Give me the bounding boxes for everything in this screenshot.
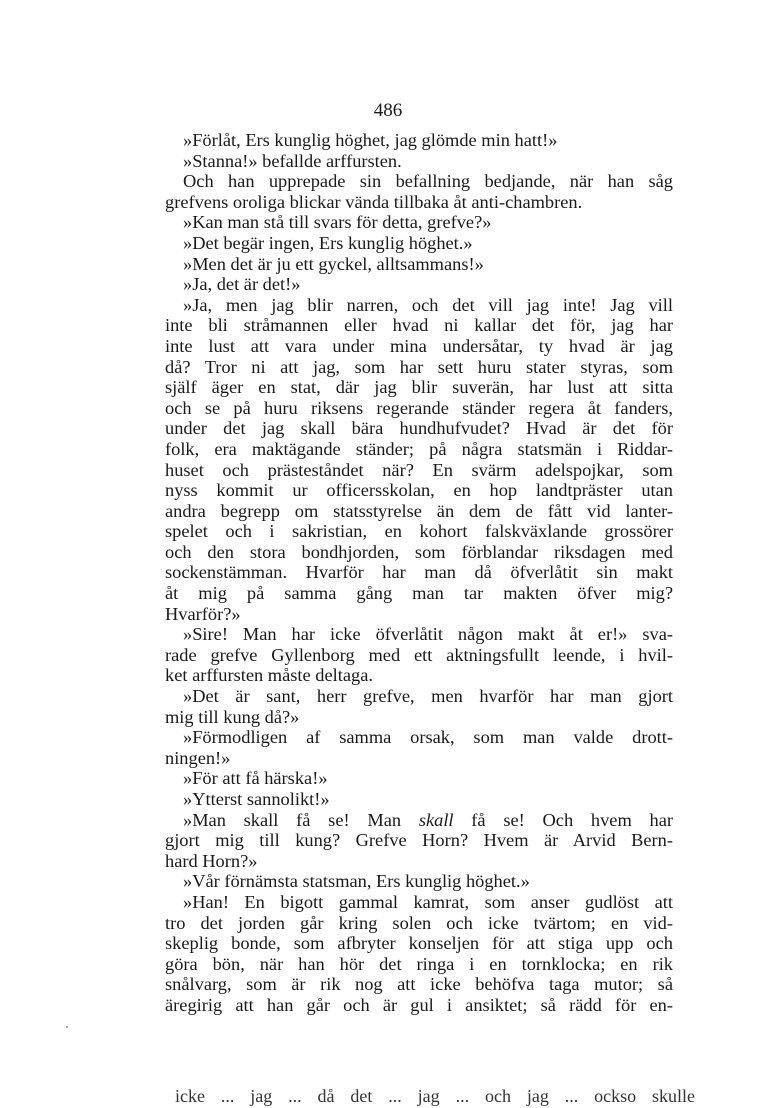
text-line: skeplig bonde, som afbryter konseljen för att stiga upp och	[165, 933, 673, 954]
text-segment: få se! Och hvem har	[453, 809, 673, 830]
text-line: Hvarför?»	[165, 603, 241, 624]
text-line: inte lust att vara under mina undersåtar, ty hvad är jag	[165, 335, 673, 356]
text-line: gjort mig till kung? Grefve Horn? Hvem är Arvid Bern-	[165, 830, 673, 851]
body-text	[165, 130, 673, 1016]
text-line: Och han upprepade sin befallning bedjande, när han såg	[183, 171, 673, 192]
text-line: »Sire! Man har icke öfverlåtit någon makt åt er!» sva-	[183, 624, 673, 645]
text-line: »Kan man stå till svars för detta, grefve?»	[183, 212, 492, 233]
text-line: spelet och i sakristian, en kohort falskväxlande grossörer	[165, 521, 673, 542]
text-line: åt mig på samma gång man tar makten öfver mig?	[165, 583, 673, 604]
text-line: äregirig att han går och är gul i ansiktet; så rädd för en-	[165, 994, 673, 1015]
text-line: inte bli stråmannen eller hvad ni kallar det för, jag har	[165, 315, 673, 336]
text-segment: »Man skall få se! Man	[183, 809, 419, 830]
text-line: hard Horn?»	[165, 850, 258, 871]
text-line: själf äger en stat, där jag blir suverän, har lust att sitta	[165, 377, 673, 398]
text-line: »Men det är ju ett gyckel, alltsammans!»	[183, 253, 484, 274]
text-line: och se på huru riksens regerande ständer regera åt fanders,	[165, 397, 673, 418]
text-line: grefvens oroliga blickar vända tillbaka åt anti-chambren.	[165, 191, 583, 212]
text-line: ket arffursten måste deltaga.	[165, 665, 373, 686]
text-line: »Han! En bigott gammal kamrat, som anser gudlöst att	[183, 891, 673, 912]
text-line: mig till kung då?»	[165, 706, 300, 727]
text-line: »Det begär ingen, Ers kunglig höghet.»	[183, 232, 473, 253]
paper-speck	[66, 1026, 68, 1028]
text-line: under det jag skall bära hundhufvudet? Hvad är det för	[165, 418, 673, 439]
text-line	[165, 810, 673, 831]
text-line: nyss kommit ur officersskolan, en hop landtpräster utan	[165, 480, 673, 501]
text-line: sockenstämman. Hvarför har man då öfverlåtit sin makt	[165, 562, 673, 583]
emphasized-word: skall	[418, 809, 454, 830]
next-page-bleed-text: icke ... jag ... då det ... jag ... och jag ... ockso skulle	[175, 1086, 695, 1106]
text-line: ningen!»	[165, 747, 231, 768]
text-line: »Ja, det är det!»	[183, 274, 301, 295]
text-line: och den stora bondhjorden, som förblandar riksdagen med	[165, 541, 673, 562]
text-line: »Ytterst sannolikt!»	[183, 789, 330, 809]
text-line: då? Tror ni att jag, som har sett huru stater styras, som	[165, 356, 673, 377]
text-line: snålvarg, som är rik nog att icke behöfva taga mutor; så	[165, 974, 673, 995]
text-line: »Det är sant, herr grefve, men hvarför har man gjort	[183, 686, 673, 707]
text-line: »Förmodligen af samma orsak, som man valde drott-	[183, 727, 673, 748]
text-line: »Förlåt, Ers kunglig höghet, jag glömde min hatt!»	[183, 130, 558, 150]
page-number: 486	[373, 100, 403, 121]
text-line: andra begrepp om statsstyrelse än dem de fått vid lanter-	[165, 500, 673, 521]
text-line: »Stanna!» befallde arffursten.	[183, 150, 402, 171]
text-line: tro det jorden går kring solen och icke tvärtom; en vid-	[165, 912, 673, 933]
text-line: folk, era maktägande ständer; på några statsmän i Riddar-	[165, 438, 673, 459]
text-line: göra bön, när han hör det ringa i en tornklocka; en rik	[165, 953, 673, 974]
text-line: »Vår förnämsta statsman, Ers kunglig höghet.»	[183, 871, 530, 892]
text-line: rade grefve Gyllenborg med ett aktningsfullt leende, i hvil-	[165, 644, 673, 665]
text-line: »För att få härska!»	[183, 768, 328, 789]
text-line: huset och prästeståndet när? En svärm adelspojkar, som	[165, 459, 673, 480]
text-line: »Ja, men jag blir narren, och det vill jag inte! Jag vill	[183, 294, 673, 315]
